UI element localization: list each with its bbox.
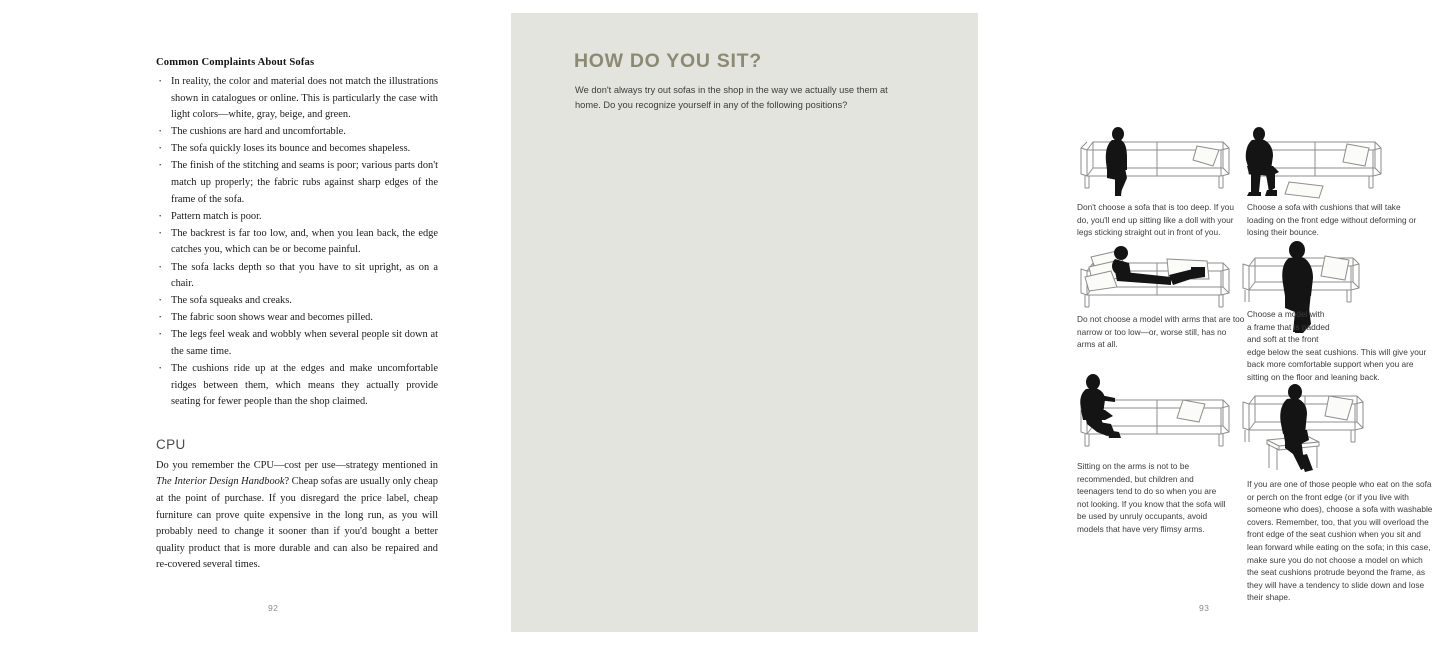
- list-item: · The cushions are hard and uncomfortable.: [156, 124, 438, 141]
- cpu-section-heading: CPU: [156, 436, 186, 452]
- cpu-text-after: ? Cheap sofas are usually only cheap at the point of purchase. If you disregard the price label, cheap furniture can prove quite expensive in the long run, as you will probably need to change it sooner than if you'd bought a better quality product that is more durable and can also be repaired and re-covered several times.: [156, 476, 438, 571]
- caption-3: Do not choose a model with arms that are too narrow or too low—or, worse still, has no arms at all.: [1077, 314, 1245, 350]
- caption-2: Choose a sofa with cushions that will take loading on the front edge without deforming or losing their bounce.: [1247, 202, 1417, 238]
- right-page: [499, 0, 1433, 645]
- list-item: · The sofa quickly loses its bounce and becomes shapeless.: [156, 141, 438, 158]
- list-item: · The legs feel weak and wobbly when several people sit down at the same time.: [156, 327, 438, 360]
- illustration-sofa-person-sitting-on-arm-reading: [1071, 372, 1241, 452]
- list-item: · In reality, the color and material does not match the illustrations shown in catalogues or online. This is particularly the case with light colors—white, gray, beige, and green.: [156, 74, 438, 124]
- page-number-left: 92: [268, 603, 279, 613]
- list-item: · The backrest is far too low, and, when you lean back, the edge catches you, which can be or become painful.: [156, 226, 438, 259]
- complaints-list: [156, 74, 438, 411]
- caption-6: If you are one of those people who eat on the sofa or perch on the front edge (or if you live with someone who does), choose a sofa with washable covers. Remember, too, that you will overload the front edge of the seat cushion when you sit and lean forward while eating on the sofa; in this case, make sure you do not choose a model on which the seat cushions protrude beyond the frame, as they will have a tendency to slide down and lose their shape.: [1247, 479, 1433, 603]
- caption-5: Sitting on the arms is not to be recommended, but children and teenagers tend to do so when you are not looking. If you know that the sofa will be used by unruly occupants, avoid models that have very flimsy arms.: [1077, 461, 1226, 534]
- illustration-sofa-person-sitting-upright-legs-out: [1071, 126, 1241, 198]
- caption-4: Choose a model with a frame that is padded and soft at the front edge below the seat cushions. This will give your back more comfortable support when you are sitting on the floor and leaning back.: [1247, 309, 1427, 382]
- cpu-paragraph: [156, 458, 438, 574]
- book-title-italic: The Interior Design Handbook: [156, 476, 285, 488]
- left-page: [0, 0, 499, 645]
- page-title: Common Complaints About Sofas: [156, 57, 315, 68]
- list-item: · The cushions ride up at the edges and make uncomfortable ridges between them, which means they actually provide seating for fewer people than the shop claimed.: [156, 361, 438, 411]
- illustration-sofa-person-perched-front-edge-eating-at-table: [1247, 382, 1422, 472]
- list-item: · The sofa lacks depth so that you have to sit upright, as on a chair.: [156, 260, 438, 293]
- left-page-content: [156, 57, 438, 574]
- list-item: · The fabric soon shows wear and becomes pilled.: [156, 310, 438, 327]
- illustration-sofa-person-reclining-legs-up: [1071, 243, 1241, 313]
- page-number-right: 93: [1199, 603, 1210, 613]
- intro-paragraph: We don't always try out sofas in the shop in the way we actually use them at home. Do you recognize yourself in any of the following positions?: [575, 85, 888, 111]
- list-item: · Pattern match is poor.: [156, 209, 438, 226]
- list-item: · The sofa squeaks and creaks.: [156, 293, 438, 310]
- section-title: HOW DO YOU SIT?: [574, 50, 762, 72]
- list-item: · The finish of the stitching and seams is poor; various parts don't match up properly; the fabric rubs against sharp edges of the frame of the sofa.: [156, 158, 438, 208]
- cpu-text-before: Do you remember the CPU—cost per use—strategy mentioned in: [156, 459, 438, 471]
- illustration-sofa-person-perched-front-edge-with-cushions: [1247, 126, 1422, 198]
- caption-1: Don't choose a sofa that is too deep. If you do, you'll end up sitting like a doll with your legs sticking straight out in front of you.: [1077, 202, 1235, 238]
